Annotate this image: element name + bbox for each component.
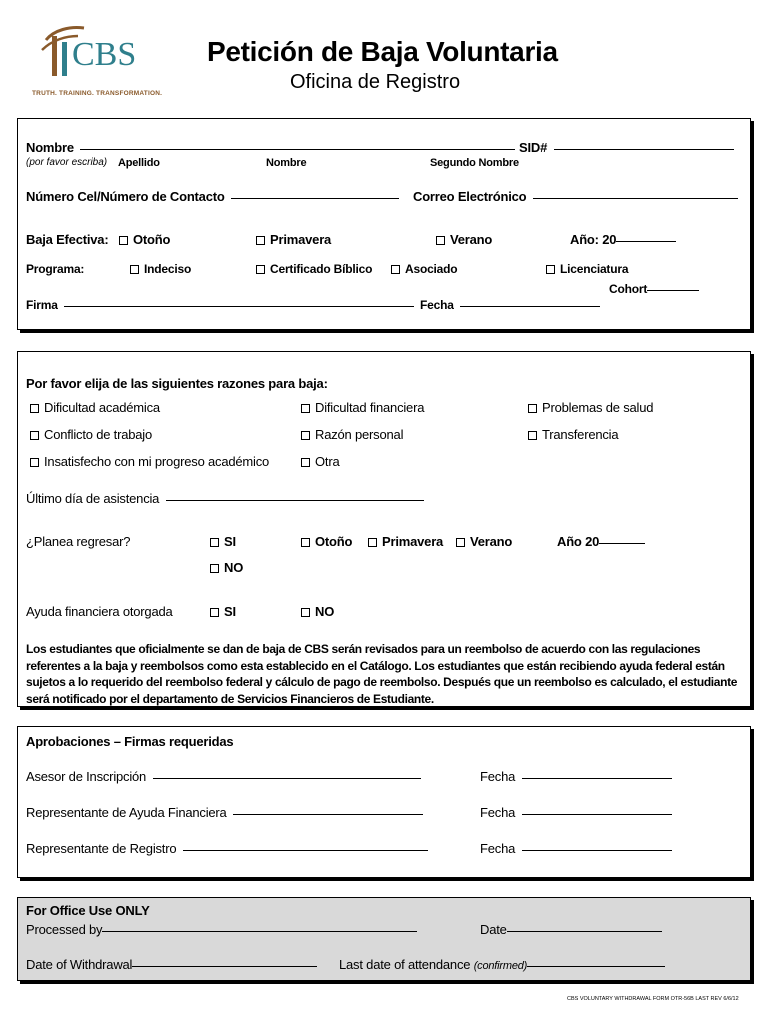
fecha-field[interactable]: [460, 305, 600, 307]
approval-signature-field[interactable]: [153, 777, 421, 779]
regresar-ano-label: Año 20: [557, 534, 600, 549]
indeciso-checkbox[interactable]: [130, 265, 139, 274]
reason-checkbox[interactable]: [528, 431, 537, 440]
regresar-primavera-checkbox[interactable]: [368, 538, 377, 547]
reason-option[interactable]: [528, 400, 653, 415]
date-withdrawal-label: Date of Withdrawal: [26, 957, 133, 972]
fecha-label: Fecha: [420, 298, 454, 312]
reason-option[interactable]: [30, 427, 152, 442]
reason-label: Conflicto de trabajo: [44, 427, 153, 442]
regresar-verano-checkbox[interactable]: [456, 538, 465, 547]
reason-checkbox[interactable]: [30, 458, 39, 467]
asociado-checkbox[interactable]: [391, 265, 400, 274]
approval-label: Asesor de Inscripción: [26, 769, 147, 784]
regresar-ano-field[interactable]: [599, 542, 645, 544]
logo-tagline: TRUTH. TRAINING. TRANSFORMATION.: [32, 90, 163, 97]
primavera-label: Primavera: [270, 232, 332, 247]
regresar-si-option[interactable]: [210, 534, 236, 549]
ultimo-dia-field[interactable]: [166, 499, 424, 501]
programa-indeciso-option[interactable]: [130, 262, 191, 276]
last-date-field[interactable]: [527, 965, 665, 967]
approval-fecha-label: Fecha: [480, 841, 516, 856]
regresar-otono-checkbox[interactable]: [301, 538, 310, 547]
baja-primavera-option[interactable]: [256, 232, 331, 247]
otono-label: Otoño: [133, 232, 171, 247]
regresar-otono-option[interactable]: [301, 534, 352, 549]
reason-label: Dificultad académica: [44, 400, 160, 415]
reason-option[interactable]: [301, 400, 424, 415]
asociado-label: Asociado: [405, 262, 458, 276]
approval-fecha-field[interactable]: [522, 777, 672, 779]
ayuda-si-checkbox[interactable]: [210, 608, 219, 617]
programa-label: Programa:: [26, 262, 85, 276]
reason-checkbox[interactable]: [30, 431, 39, 440]
reason-checkbox[interactable]: [301, 458, 310, 467]
certificado-label: Certificado Bíblico: [270, 262, 373, 276]
baja-otono-option[interactable]: [119, 232, 170, 247]
otono-label: Otoño: [315, 534, 353, 549]
regresar-no-option[interactable]: [210, 560, 243, 575]
reason-option[interactable]: [301, 454, 339, 469]
approval-fecha-field[interactable]: [522, 813, 672, 815]
ultimo-dia-label: Último día de asistencia: [26, 491, 160, 506]
phone-label: Número Cel/Número de Contacto: [26, 189, 225, 204]
reason-label: Problemas de salud: [542, 400, 654, 415]
date-withdrawal-field[interactable]: [132, 965, 317, 967]
approvals-heading: Aprobaciones – Firmas requeridas: [26, 734, 234, 749]
baja-verano-option[interactable]: [436, 232, 492, 247]
reason-label: Otra: [315, 454, 340, 469]
cohort-label: Cohort: [609, 282, 648, 296]
baja-efectiva-label: Baja Efectiva:: [26, 232, 109, 247]
programa-asociado-option[interactable]: [391, 262, 457, 276]
ayuda-si-option[interactable]: [210, 604, 236, 619]
primavera-checkbox[interactable]: [256, 236, 265, 245]
page-title: Petición de Baja Voluntaria: [207, 36, 558, 67]
nombre-field[interactable]: [80, 148, 515, 150]
si-label: SI: [224, 604, 236, 619]
cbs-logo: [32, 22, 163, 100]
reason-label: Dificultad financiera: [315, 400, 425, 415]
planea-regresar-label: ¿Planea regresar?: [26, 534, 131, 549]
ayuda-no-checkbox[interactable]: [301, 608, 310, 617]
regresar-verano-option[interactable]: [456, 534, 512, 549]
reason-checkbox[interactable]: [301, 431, 310, 440]
email-field[interactable]: [533, 197, 738, 199]
refund-notice: Los estudiantes que oficialmente se dan de baja de CBS serán revisados para un reembolso de acuerdo con las regulaciones referentes a la baja y reembolsos como esta establecido en el Catálogo. Los estudiantes que están recibiendo ayuda federal están sujetos a lo requerido del reembolso federal y cálculo de pago de reembolso. Después que un reembolso es calculado, el estudiante será notificado por el departamento de Servicios Financieros de Estudiante.: [26, 642, 738, 706]
approval-signature-field[interactable]: [183, 849, 428, 851]
approval-label: Representante de Ayuda Financiera: [26, 805, 227, 820]
reason-option[interactable]: [301, 427, 403, 442]
indeciso-label: Indeciso: [144, 262, 192, 276]
approval-fecha-label: Fecha: [480, 769, 516, 784]
processed-by-field[interactable]: [102, 930, 417, 932]
approval-fecha-label: Fecha: [480, 805, 516, 820]
approval-label: Representante de Registro: [26, 841, 177, 856]
reason-checkbox[interactable]: [301, 404, 310, 413]
office-date-label: Date: [480, 922, 507, 937]
email-label: Correo Electrónico: [413, 189, 527, 204]
regresar-primavera-option[interactable]: [368, 534, 443, 549]
segundo-nombre-sub-label: Segundo Nombre: [430, 157, 519, 169]
nombre-sub-label: Nombre: [266, 157, 307, 169]
ano-field[interactable]: [616, 240, 676, 242]
reason-checkbox[interactable]: [30, 404, 39, 413]
firma-label: Firma: [26, 298, 58, 312]
apellido-sub-label: Apellido: [118, 157, 160, 169]
reason-label: Transferencia: [542, 427, 619, 442]
regresar-no-checkbox[interactable]: [210, 564, 219, 573]
ano-label: Año: 20: [570, 232, 617, 247]
approval-signature-field[interactable]: [233, 813, 423, 815]
nombre-label: Nombre: [26, 140, 74, 155]
confirmed-label: (confirmed): [473, 960, 528, 972]
office-date-field[interactable]: [507, 930, 662, 932]
office-heading: For Office Use ONLY: [26, 903, 150, 918]
ayuda-no-option[interactable]: [301, 604, 334, 619]
page-subtitle: Oficina de Registro: [290, 71, 461, 93]
sid-field[interactable]: [554, 148, 734, 150]
sid-label: SID#: [519, 140, 548, 155]
reason-option[interactable]: [30, 400, 160, 415]
reason-checkbox[interactable]: [528, 404, 537, 413]
ayuda-label: Ayuda financiera otorgada: [26, 604, 173, 619]
firma-field[interactable]: [64, 305, 414, 307]
reason-label: Razón personal: [315, 427, 404, 442]
verano-checkbox[interactable]: [436, 236, 445, 245]
primavera-label: Primavera: [382, 534, 444, 549]
regresar-si-checkbox[interactable]: [210, 538, 219, 547]
form-footer: CBS VOLUNTARY WITHDRAWAL FORM OTR-56B LAST REV 6/6/12: [567, 996, 739, 1002]
approval-fecha-field[interactable]: [522, 849, 672, 851]
si-label: SI: [224, 534, 236, 549]
licenciatura-checkbox[interactable]: [546, 265, 555, 274]
phone-field[interactable]: [231, 197, 399, 199]
verano-label: Verano: [450, 232, 493, 247]
no-label: NO: [315, 604, 335, 619]
certificado-checkbox[interactable]: [256, 265, 265, 274]
processed-by-label: Processed by: [26, 922, 103, 937]
programa-licenciatura-option[interactable]: [546, 262, 628, 276]
verano-label: Verano: [470, 534, 513, 549]
logo-text: CBS: [72, 36, 137, 73]
reason-option[interactable]: [30, 454, 269, 469]
last-date-label: Last date of attendance: [339, 957, 474, 972]
cohort-field[interactable]: [647, 289, 699, 291]
no-label: NO: [224, 560, 244, 575]
reasons-heading: Por favor elija de las siguientes razones para baja:: [26, 376, 328, 391]
reason-option[interactable]: [528, 427, 618, 442]
programa-certificado-option[interactable]: [256, 262, 372, 276]
reason-label: Insatisfecho con mi progreso académico: [44, 454, 270, 469]
otono-checkbox[interactable]: [119, 236, 128, 245]
licenciatura-label: Licenciatura: [560, 262, 629, 276]
print-hint: (por favor escriba): [26, 157, 108, 168]
